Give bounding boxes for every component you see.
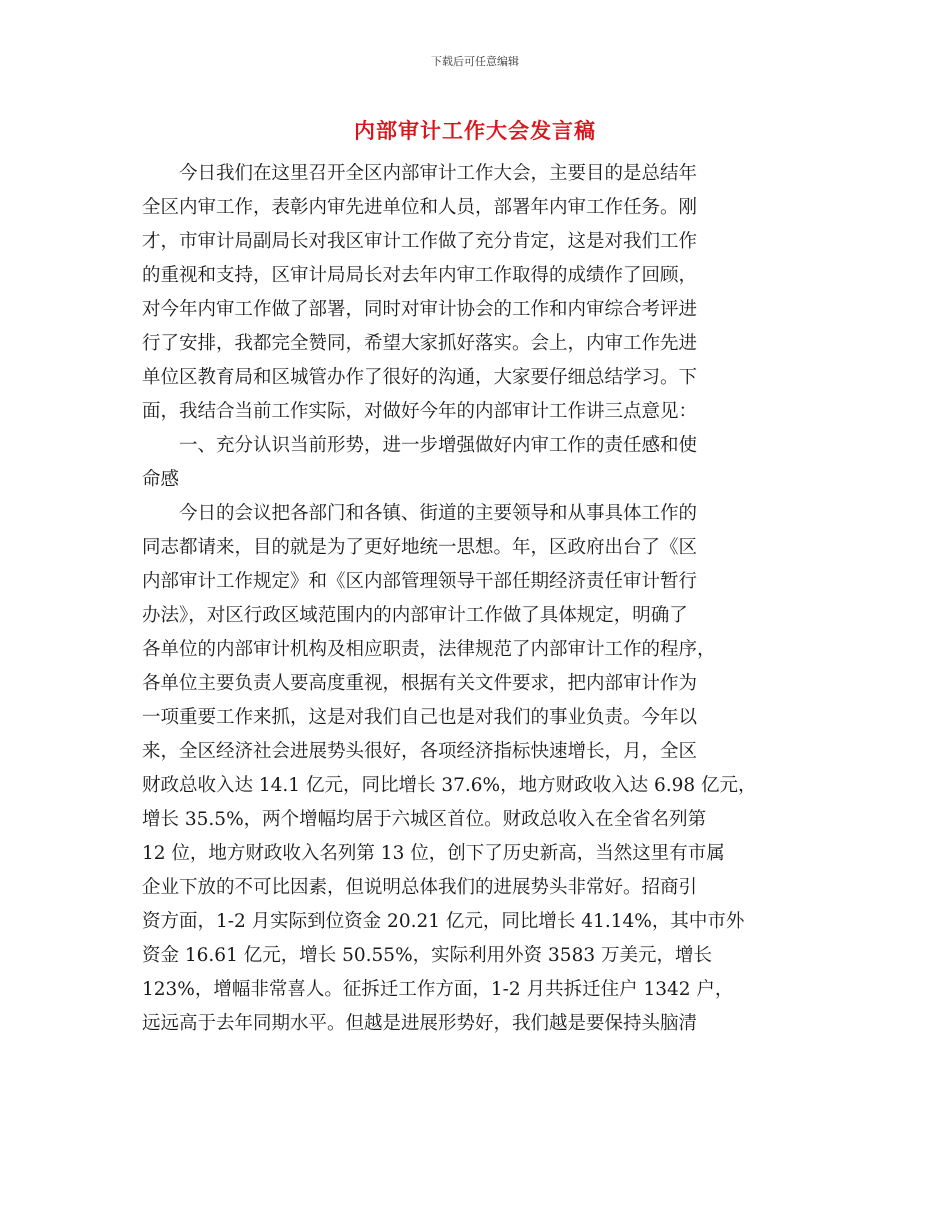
body-line: 123%，增幅非常喜人。征拆迁工作方面，1-2 月共拆迁住户 1342 户，: [142, 979, 734, 1000]
body-line: 办法》，对区行政区域范围内的内部审计工作做了具体规定，明确了: [142, 605, 688, 626]
body-line: 各单位主要负责人要高度重视，根据有关文件要求，把内部审计作为: [142, 673, 698, 694]
body-line: 来，全区经济社会进展势头很好，各项经济指标快速增长，月，全区: [142, 741, 698, 762]
body-line: 企业下放的不可比因素，但说明总体我们的进展势头非常好。招商引: [142, 877, 698, 898]
document-body: [142, 157, 822, 1041]
page-header: 下载后可任意编辑: [431, 55, 519, 68]
body-line: 内部审计工作规定》和《区内部管理领导干部任期经济责任审计暂行: [142, 571, 698, 592]
body-line: 今日我们在这里召开全区内部审计工作大会，主要目的是总结年: [142, 163, 698, 184]
body-line: 对今年内审工作做了部署，同时对审计协会的工作和内审综合考评进: [142, 299, 698, 320]
body-line: 行了安排，我都完全赞同，希望大家抓好落实。会上，内审工作先进: [142, 333, 698, 354]
document-title: 内部审计工作大会发言稿: [354, 118, 596, 143]
body-line: 一项重要工作来抓，这是对我们自己也是对我们的事业负责。今年以: [142, 707, 698, 728]
body-line: 的重视和支持，区审计局局长对去年内审工作取得的成绩作了回顾，: [142, 265, 698, 286]
body-line: 资方面，1-2 月实际到位资金 20.21 亿元，同比增长 41.14%，其中市外: [142, 911, 745, 932]
body-line: 才，市审计局副局长对我区审计工作做了充分肯定，这是对我们工作: [142, 231, 698, 252]
body-line: 单位区教育局和区城管办作了很好的沟通，大家要仔细总结学习。下: [142, 367, 698, 388]
body-line: 命感: [142, 469, 180, 490]
body-line: 增长 35.5%，两个增幅均居于六城区首位。财政总收入在全省名列第: [142, 809, 707, 830]
body-line: 全区内审工作，表彰内审先进单位和人员，部署年内审工作任务。刚: [142, 197, 698, 218]
body-line: 今日的会议把各部门和各镇、街道的主要领导和从事具体工作的: [142, 503, 698, 524]
body-line: 12 位，地方财政收入名列第 13 位，创下了历史新高，当然这里有市属: [142, 843, 725, 864]
body-line: 面，我结合当前工作实际，对做好今年的内部审计工作讲三点意见：: [142, 401, 698, 422]
body-line: 财政总收入达 14.1 亿元，同比增长 37.6%，地方财政收入达 6.98 亿元，: [142, 775, 757, 796]
body-line: 资金 16.61 亿元，增长 50.55%，实际利用外资 3583 万美元，增长: [142, 945, 712, 966]
body-line: 一、充分认识当前形势，进一步增强做好内审工作的责任感和使: [142, 435, 698, 456]
body-line: 远远高于去年同期水平。但越是进展形势好，我们越是要保持头脑清: [142, 1013, 698, 1034]
body-line: 同志都请来，目的就是为了更好地统一思想。年，区政府出台了《区: [142, 537, 698, 558]
body-line: 各单位的内部审计机构及相应职责，法律规范了内部审计工作的程序，: [142, 639, 716, 660]
